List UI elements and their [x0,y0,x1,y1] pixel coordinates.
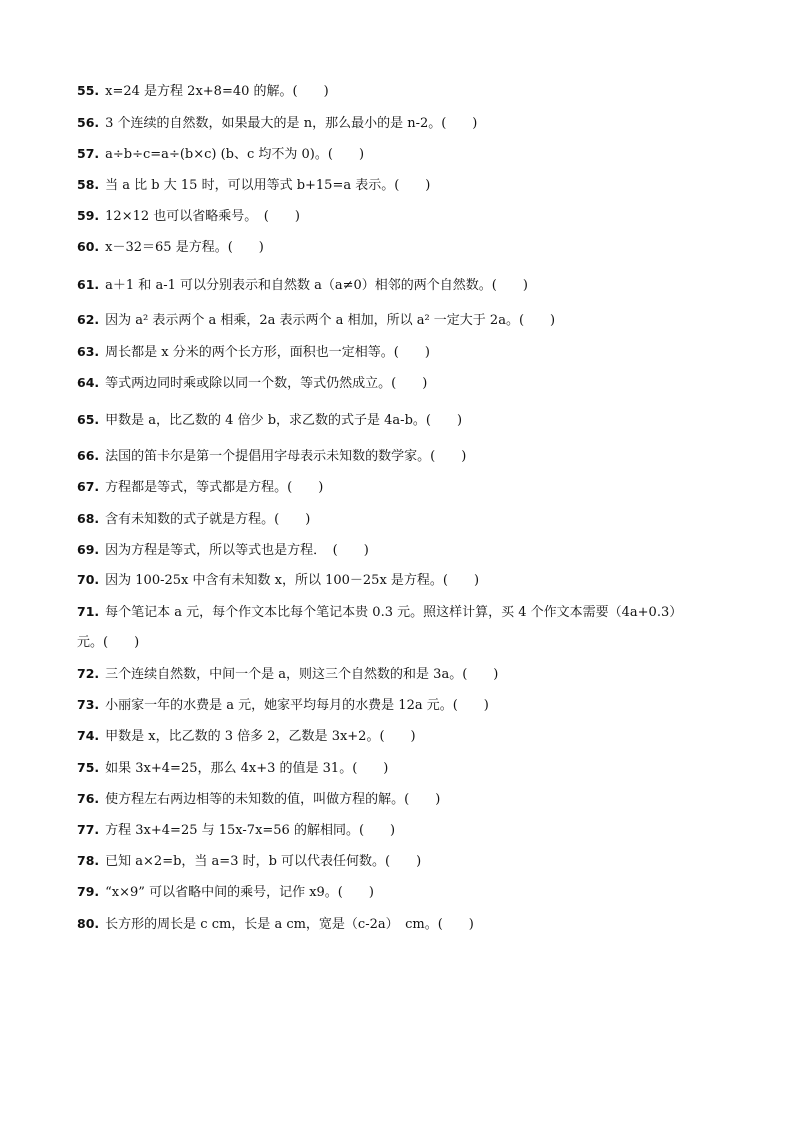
question-74 [77,727,757,746]
question-text: “x×9” 可以省略中间的乘号，记作 x9。( ) [105,885,374,900]
question-65 [77,411,757,430]
question-62 [77,311,757,330]
question-number: 67. [77,479,100,494]
question-69 [77,541,757,560]
question-text: x－32＝65 是方程。( ) [105,240,264,255]
question-number: 57. [77,146,100,161]
question-67 [77,478,757,497]
question-number: 56. [77,115,100,130]
question-56 [77,114,757,133]
question-text: 甲数是 a，比乙数的 4 倍少 b，求乙数的式子是 4a-b。( ) [105,413,463,428]
question-text: 3 个连续的自然数，如果最大的是 n，那么最小的是 n-2。( ) [105,116,478,131]
question-text: 如果 3x+4=25，那么 4x+3 的值是 31。( ) [105,761,389,776]
question-number: 58. [77,177,100,192]
question-text: 方程都是等式，等式都是方程。( ) [105,480,324,495]
question-number: 69. [77,542,100,557]
question-text: 周长都是 x 分米的两个长方形，面积也一定相等。( ) [105,345,430,360]
question-text: 因为 a² 表示两个 a 相乘，2a 表示两个 a 相加，所以 a² 一定大于 2a。( ) [105,313,556,328]
question-number: 75. [77,760,100,775]
question-number: 77. [77,822,100,837]
question-75 [77,759,757,778]
question-text: a＋1 和 a-1 可以分别表示和自然数 a（a≠0）相邻的两个自然数。( ) [105,278,528,293]
question-text: 法国的笛卡尔是第一个提倡用字母表示未知数的数学家。( ) [105,449,467,464]
question-number: 61. [77,277,100,292]
question-68 [77,510,757,529]
question-number: 80. [77,916,100,931]
question-58 [77,176,757,195]
question-text: a÷b÷c=a÷(b×c) (b、c 均不为 0)。( ) [105,147,365,162]
question-text: 等式两边同时乘或除以同一个数，等式仍然成立。( ) [105,376,428,391]
question-text: 因为 100-25x 中含有未知数 x，所以 100－25x 是方程。( ) [105,573,480,588]
question-number: 59. [77,208,100,223]
question-text: 方程 3x+4=25 与 15x-7x=56 的解相同。( ) [105,823,396,838]
question-76 [77,790,757,809]
question-number: 78. [77,853,100,868]
question-number: 72. [77,666,100,681]
question-number: 65. [77,412,100,427]
question-64 [77,374,757,393]
question-79 [77,883,757,902]
question-text: 三个连续自然数，中间一个是 a，则这三个自然数的和是 3a。( ) [105,667,499,682]
question-text: 因为方程是等式，所以等式也是方程． ( ) [105,543,369,558]
question-number: 55. [77,83,100,98]
question-text: 已知 a×2=b，当 a=3 时，b 可以代表任何数。( ) [105,854,422,869]
question-72 [77,665,757,684]
question-text: 每个笔记本 a 元，每个作文本比每个笔记本贵 0.3 元。照这样计算，买 4 个作文本需要（4a+0.3）元。( ) [77,605,676,650]
question-number: 70. [77,572,100,587]
question-number: 74. [77,728,100,743]
question-number: 63. [77,344,100,359]
question-number: 62. [77,312,100,327]
question-number: 66. [77,448,100,463]
question-number: 76. [77,791,100,806]
question-57 [77,145,757,164]
question-73 [77,696,757,715]
question-60 [77,238,757,257]
question-text: 使方程左右两边相等的未知数的值，叫做方程的解。( ) [105,792,441,807]
question-number: 64. [77,375,100,390]
question-61 [77,276,757,295]
question-number: 73. [77,697,100,712]
question-63 [77,343,757,362]
question-number: 68. [77,511,100,526]
question-text: 长方形的周长是 c cm，长是 a cm，宽是（c-2a） cm。( ) [105,917,474,932]
question-text: 当 a 比 b 大 15 时，可以用等式 b+15=a 表示。( ) [105,178,431,193]
question-number: 79. [77,884,100,899]
question-text: 含有未知数的式子就是方程。( ) [105,512,311,527]
question-71 [77,597,677,658]
question-55 [77,82,757,101]
question-number: 60. [77,239,100,254]
question-number: 71. [77,604,100,619]
question-66 [77,447,757,466]
question-text: 小丽家一年的水费是 a 元，她家平均每月的水费是 12a 元。( ) [105,698,489,713]
question-70 [77,571,757,590]
question-text: 12×12 也可以省略乘号。 ( ) [105,209,300,224]
question-text: x=24 是方程 2x+8=40 的解。( ) [105,84,329,99]
question-78 [77,852,757,871]
question-77 [77,821,757,840]
question-80 [77,915,757,934]
question-text: 甲数是 x，比乙数的 3 倍多 2，乙数是 3x+2。( ) [105,729,416,744]
question-59 [77,207,757,226]
